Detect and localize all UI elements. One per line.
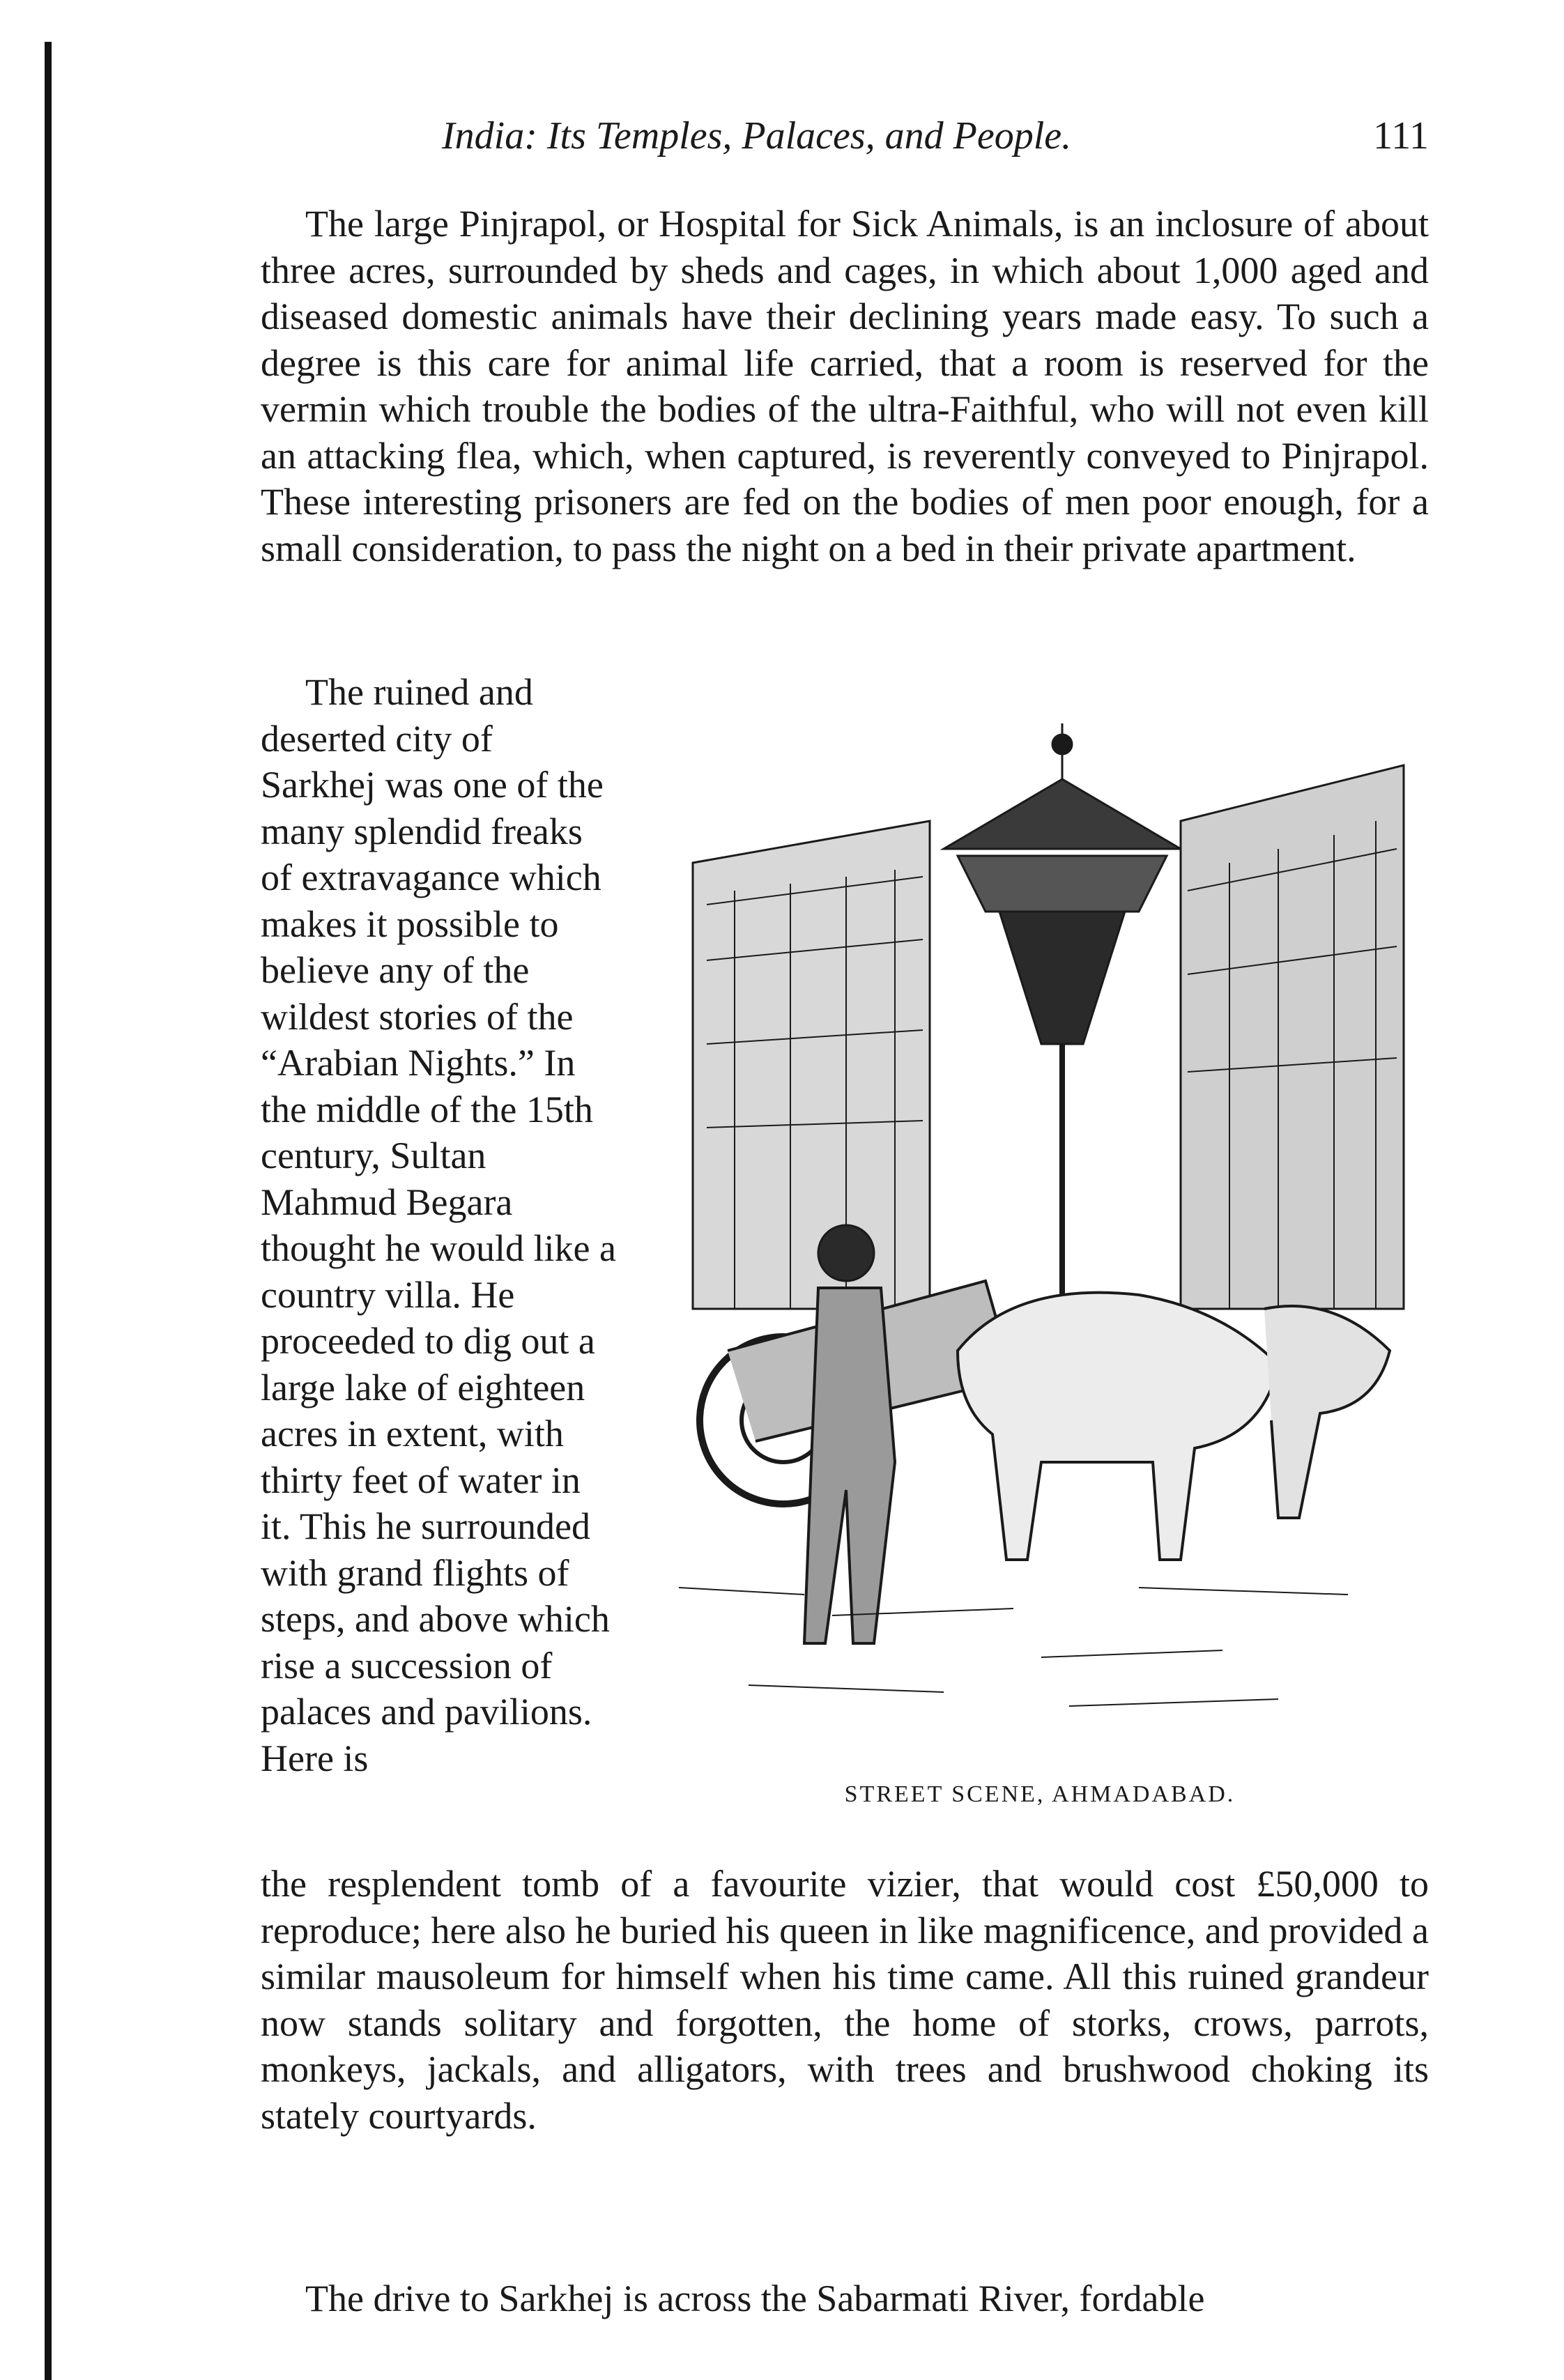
street-scene-illustration [651,682,1429,1838]
paragraph-sarkhej-continued: the resplendent tomb of a favourite vizier, that would cost £50,000 to reproduce; here also he buried his queen in like magnificence, and provided a similar mausoleum for himself when his time came. All this ruined grandeur now stands solitary and forgotten, the home of storks, crows, parrots, monkeys, jackals, and alligators, with trees and brushwood choking its stately courtyards. [261,1863,1429,2137]
page-number: 111 [1373,114,1429,158]
street-scene-engraving [651,682,1429,1769]
paragraph-pinjrapol: The large Pinjrapol, or Hospital for Sick Animals, is an inclosure of about three acres, surrounded by sheds and cages, in which about 1,000 aged and diseased domestic animals have their declining years made easy. To such a degree is this care for animal life carried, that a room is reserved for the vermin which trouble the bodies of the ultra-Faithful, who will not even kill an attacking flea, which, when captured, is reverently conveyed to Pinjrapol. These interesting prisoners are fed on the bodies of men poor enough, for a small consideration, to pass the night on a bed in their private apartment. [261,203,1429,569]
paragraph-sarkhej-wrapped: The ruined and deserted city of Sarkhej was one of the many splendid freaks of extravagance which makes it possible to believe any of the wildest stories of the “Arabian Nights.” In the middle of the 15th century, Sultan Mahmud Begara thought he would like a country villa. He proceeded to dig out a large lake of eighteen acres in extent, with thirty feet of water in it. This he surrounded with grand flights of steps, and above which rise a succession of palaces and pavilions. Here is [261,671,616,1779]
figure-caption: STREET SCENE, AHMADABAD. [844,1781,1236,1807]
paragraph-drive-to-sarkhej: The drive to Sarkhej is across the Sabarmati River, fordable [305,2278,1205,2319]
running-title: India: Its Temples, Palaces, and People. [442,114,1072,158]
page-spine-edge [45,42,52,2380]
running-header [261,105,1429,167]
